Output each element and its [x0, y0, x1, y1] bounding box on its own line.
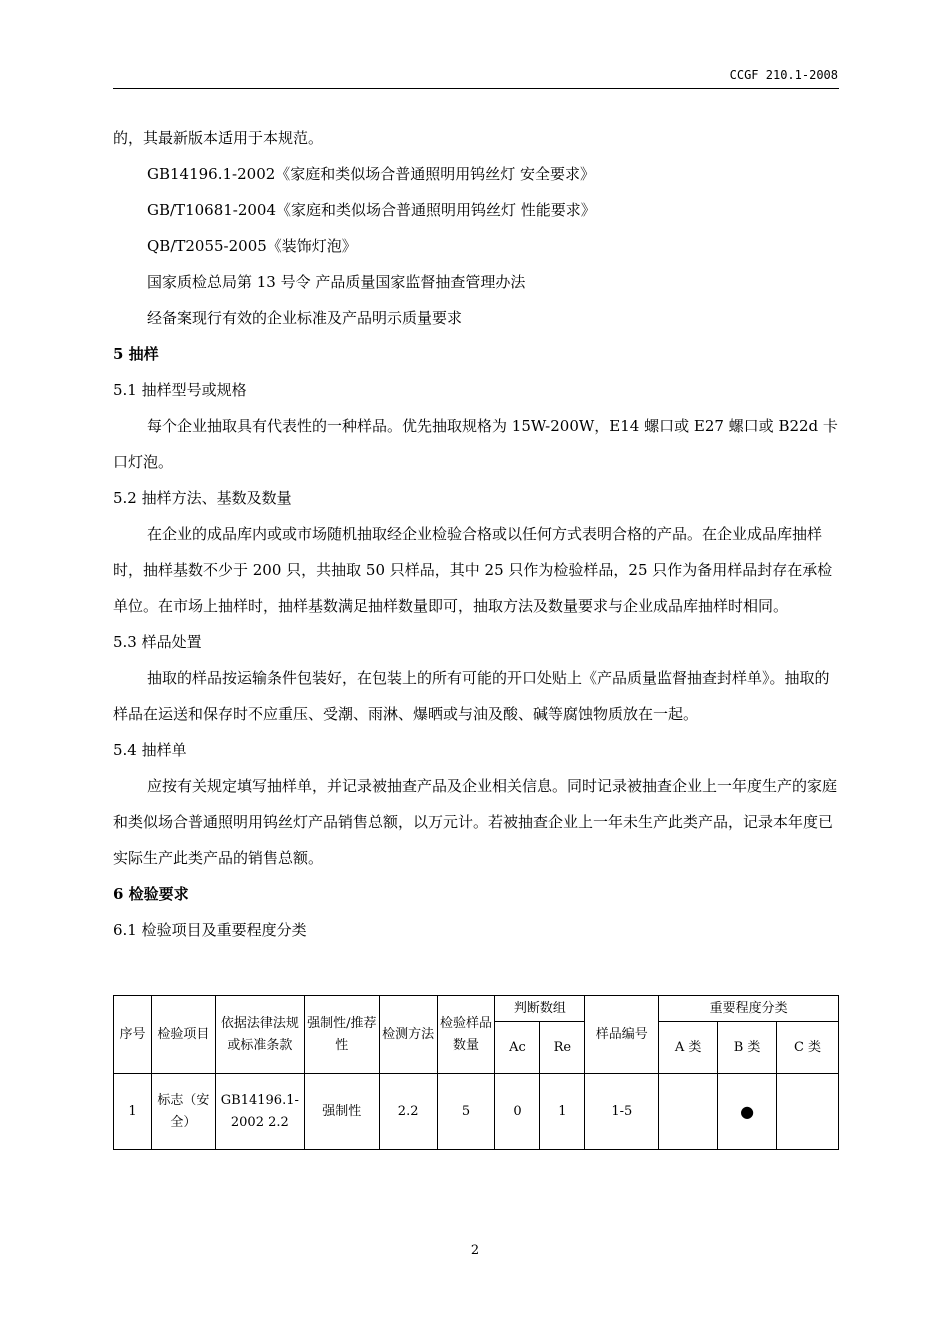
header-mandatory: 强制性/推荐性	[304, 996, 379, 1074]
cell-class-b-dot: ●	[718, 1074, 777, 1150]
reference-2: GB/T10681-2004《家庭和类似场合普通照明用钨丝灯 性能要求》	[147, 201, 596, 219]
cell-mandatory: 强制性	[304, 1074, 379, 1150]
section-5-4-text: 应按有关规定填写抽样单，并记录被抽查产品及企业相关信息。同时记录被抽查企业上一年度生产的家庭和类似场合普通照明用钨丝灯产品销售总额，以万元计。若被抽查企业上一年未生产此类产品，记录本年度已实际生产此类产品的销售总额。	[113, 777, 838, 867]
header-sample-no: 样品编号	[585, 996, 659, 1074]
cell-class-a	[659, 1074, 718, 1150]
reference-3: QB/T2055-2005《装饰灯泡》	[147, 237, 357, 255]
section-5-3-text: 抽取的样品按运输条件包装好，在包装上的所有可能的开口处贴上《产品质量监督抽查封样单》。抽取的样品在运送和保存时不应重压、受潮、雨淋、爆晒或与油及酸、碱等腐蚀物质放在一起。	[113, 669, 830, 723]
cell-sample-no: 1-5	[585, 1074, 659, 1150]
header-basis: 依据法律法规或标准条款	[215, 996, 304, 1074]
inspection-table	[113, 995, 839, 1150]
header-class-c: C 类	[777, 1022, 839, 1074]
section-5-1-heading: 5.1 抽样型号或规格	[113, 381, 247, 399]
cell-class-c	[777, 1074, 839, 1150]
header-divider	[113, 88, 839, 89]
cell-item: 标志（安全）	[151, 1074, 215, 1150]
header-item: 检验项目	[151, 996, 215, 1074]
section-5-heading: 5 抽样	[113, 345, 159, 363]
header-seq: 序号	[114, 996, 152, 1074]
header-re: Re	[540, 1022, 585, 1074]
section-6-1-heading: 6.1 检验项目及重要程度分类	[113, 921, 307, 939]
reference-1: GB14196.1-2002《家庭和类似场合普通照明用钨丝灯 安全要求》	[147, 165, 596, 183]
cell-re: 1	[540, 1074, 585, 1150]
cell-ac: 0	[495, 1074, 540, 1150]
header-method: 检测方法	[379, 996, 437, 1074]
document-body	[113, 120, 839, 948]
cell-seq: 1	[114, 1074, 152, 1150]
header-class-a: A 类	[659, 1022, 718, 1074]
header-ac: Ac	[495, 1022, 540, 1074]
reference-5: 经备案现行有效的企业标准及产品明示质量要求	[147, 309, 463, 327]
section-5-3-heading: 5.3 样品处置	[113, 633, 202, 651]
section-6-heading: 6 检验要求	[113, 885, 189, 903]
section-5-4-heading: 5.4 抽样单	[113, 741, 187, 759]
section-5-1-text: 每个企业抽取具有代表性的一种样品。优先抽取规格为 15W-200W，E14 螺口或 E27 螺口或 B22d 卡口灯泡。	[113, 417, 838, 471]
cell-method: 2.2	[379, 1074, 437, 1150]
header-judge: 判断数组	[495, 996, 585, 1022]
cell-qty: 5	[437, 1074, 495, 1150]
document-code: CCGF 210.1-2008	[729, 68, 838, 82]
header-class: 重要程度分类	[659, 996, 839, 1022]
reference-4: 国家质检总局第 13 号令 产品质量国家监督抽查管理办法	[147, 273, 526, 291]
section-5-2-heading: 5.2 抽样方法、基数及数量	[113, 489, 292, 507]
cell-basis: GB14196.1-2002 2.2	[215, 1074, 304, 1150]
section-5-2-text: 在企业的成品库内或或市场随机抽取经企业检验合格或以任何方式表明合格的产品。在企业成品库抽样时，抽样基数不少于 200 只，共抽取 50 只样品，其中 25 只作为检验样品，25 只作为备用样品封存在承检单位。在市场上抽样时，抽样基数满足抽样数量即可，抽取方法及数量要求与企业成品库抽样时相同。	[113, 525, 833, 615]
page-number: 2	[470, 1243, 480, 1258]
header-class-b: B 类	[718, 1022, 777, 1074]
table-row	[114, 1074, 839, 1150]
header-qty: 检验样品数量	[437, 996, 495, 1074]
continuation-text: 的，其最新版本适用于本规范。	[113, 129, 324, 147]
